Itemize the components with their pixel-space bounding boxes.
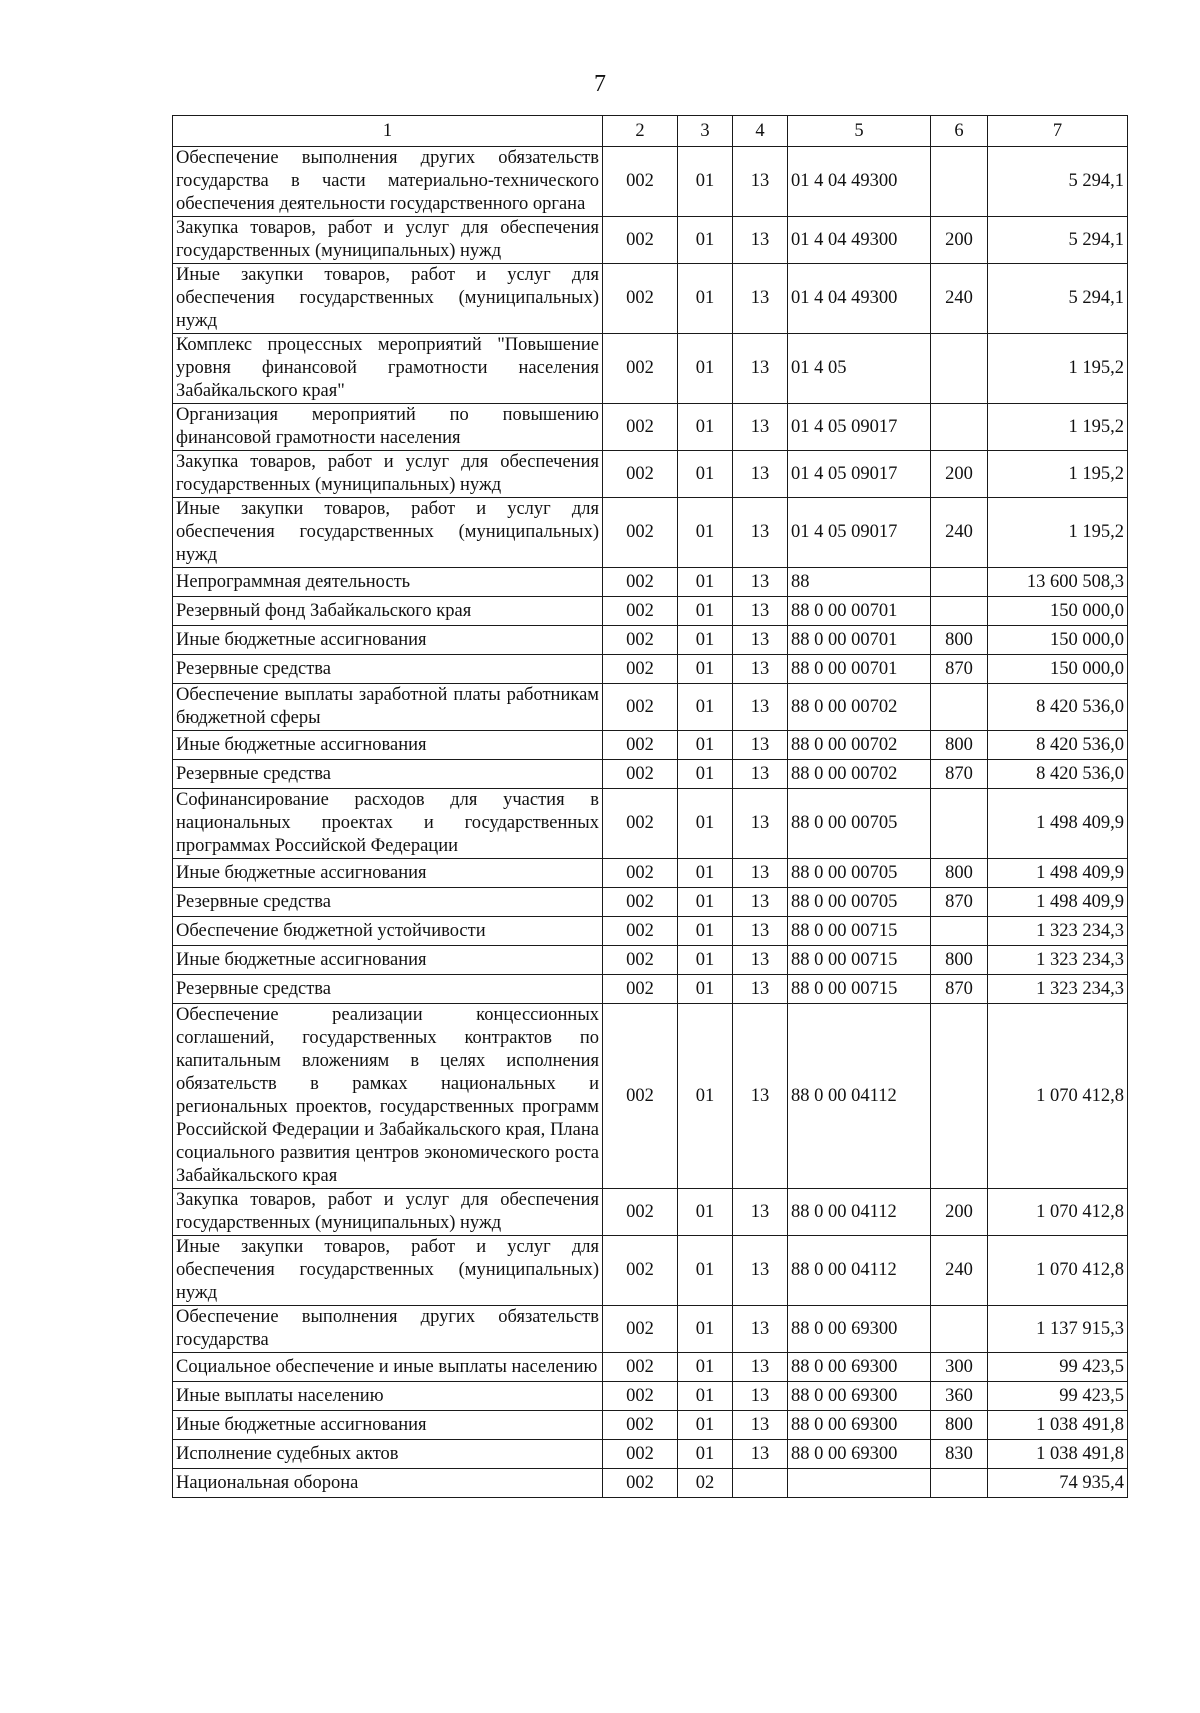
row-target-article: 88 0 00 00715 xyxy=(788,946,931,975)
row-target-article: 88 0 00 00702 xyxy=(788,731,931,760)
row-amount: 1 195,2 xyxy=(988,451,1128,498)
row-amount: 1 498 409,9 xyxy=(988,789,1128,859)
row-ved-code: 002 xyxy=(603,451,678,498)
row-name: Иные закупки товаров, работ и услуг для обеспечения государственных (муниципальных) нужд xyxy=(173,1236,603,1306)
row-section-code: 01 xyxy=(678,760,733,789)
row-expense-type: 300 xyxy=(931,1353,988,1382)
table-row xyxy=(173,917,1128,946)
row-section-code: 01 xyxy=(678,1306,733,1353)
row-target-article: 88 0 00 00715 xyxy=(788,917,931,946)
row-amount: 5 294,1 xyxy=(988,147,1128,217)
row-ved-code: 002 xyxy=(603,917,678,946)
row-subsection-code: 13 xyxy=(733,731,788,760)
row-section-code: 01 xyxy=(678,404,733,451)
row-name: Социальное обеспечение и иные выплаты населению xyxy=(173,1353,603,1382)
row-name: Иные закупки товаров, работ и услуг для обеспечения государственных (муниципальных) нужд xyxy=(173,264,603,334)
row-subsection-code: 13 xyxy=(733,498,788,568)
row-section-code: 01 xyxy=(678,597,733,626)
row-subsection-code: 13 xyxy=(733,684,788,731)
row-subsection-code: 13 xyxy=(733,597,788,626)
row-name: Национальная оборона xyxy=(173,1469,603,1498)
row-target-article: 88 0 00 69300 xyxy=(788,1382,931,1411)
header-col-4: 4 xyxy=(733,116,788,147)
row-target-article xyxy=(788,1469,931,1498)
row-ved-code: 002 xyxy=(603,1411,678,1440)
row-target-article: 01 4 05 09017 xyxy=(788,451,931,498)
row-subsection-code: 13 xyxy=(733,334,788,404)
row-amount: 99 423,5 xyxy=(988,1382,1128,1411)
row-section-code: 01 xyxy=(678,498,733,568)
row-section-code: 01 xyxy=(678,451,733,498)
row-name: Непрограммная деятельность xyxy=(173,568,603,597)
row-expense-type: 870 xyxy=(931,760,988,789)
row-amount: 150 000,0 xyxy=(988,655,1128,684)
table-row xyxy=(173,888,1128,917)
row-name: Обеспечение выплаты заработной платы работникам бюджетной сферы xyxy=(173,684,603,731)
row-name: Обеспечение бюджетной устойчивости xyxy=(173,917,603,946)
row-ved-code: 002 xyxy=(603,147,678,217)
table-row xyxy=(173,975,1128,1004)
table-row xyxy=(173,626,1128,655)
row-subsection-code: 13 xyxy=(733,1306,788,1353)
table-row xyxy=(173,597,1128,626)
table-row xyxy=(173,217,1128,264)
row-section-code: 01 xyxy=(678,1353,733,1382)
row-amount: 8 420 536,0 xyxy=(988,760,1128,789)
row-name: Обеспечение выполнения других обязательств государства xyxy=(173,1306,603,1353)
row-subsection-code: 13 xyxy=(733,626,788,655)
row-section-code: 01 xyxy=(678,1382,733,1411)
table-row xyxy=(173,498,1128,568)
header-col-1: 1 xyxy=(173,116,603,147)
table-row xyxy=(173,1411,1128,1440)
row-section-code: 01 xyxy=(678,1004,733,1189)
row-subsection-code: 13 xyxy=(733,1411,788,1440)
row-ved-code: 002 xyxy=(603,684,678,731)
row-expense-type: 830 xyxy=(931,1440,988,1469)
row-amount: 1 070 412,8 xyxy=(988,1236,1128,1306)
table-row xyxy=(173,1469,1128,1498)
header-col-2: 2 xyxy=(603,116,678,147)
row-amount: 1 195,2 xyxy=(988,334,1128,404)
row-amount: 1 498 409,9 xyxy=(988,859,1128,888)
table-row xyxy=(173,655,1128,684)
row-subsection-code: 13 xyxy=(733,568,788,597)
row-expense-type xyxy=(931,568,988,597)
row-name: Резервные средства xyxy=(173,655,603,684)
row-amount: 1 038 491,8 xyxy=(988,1440,1128,1469)
row-expense-type: 800 xyxy=(931,946,988,975)
table-row xyxy=(173,684,1128,731)
row-section-code: 01 xyxy=(678,147,733,217)
table-row xyxy=(173,568,1128,597)
row-amount: 74 935,4 xyxy=(988,1469,1128,1498)
table-body xyxy=(173,147,1128,1498)
table-row xyxy=(173,1236,1128,1306)
table-row xyxy=(173,1306,1128,1353)
table-row xyxy=(173,1004,1128,1189)
row-target-article: 88 0 00 00701 xyxy=(788,597,931,626)
row-subsection-code: 13 xyxy=(733,1004,788,1189)
row-target-article: 01 4 04 49300 xyxy=(788,147,931,217)
row-section-code: 01 xyxy=(678,626,733,655)
row-section-code: 01 xyxy=(678,946,733,975)
row-section-code: 01 xyxy=(678,1411,733,1440)
row-expense-type xyxy=(931,147,988,217)
row-expense-type: 200 xyxy=(931,217,988,264)
row-name: Закупка товаров, работ и услуг для обеспечения государственных (муниципальных) нужд xyxy=(173,451,603,498)
row-section-code: 01 xyxy=(678,264,733,334)
table-row xyxy=(173,789,1128,859)
row-expense-type: 870 xyxy=(931,975,988,1004)
row-ved-code: 002 xyxy=(603,946,678,975)
row-amount: 1 070 412,8 xyxy=(988,1189,1128,1236)
row-ved-code: 002 xyxy=(603,334,678,404)
row-section-code: 01 xyxy=(678,975,733,1004)
row-target-article: 88 0 00 00705 xyxy=(788,859,931,888)
row-ved-code: 002 xyxy=(603,1469,678,1498)
row-amount: 99 423,5 xyxy=(988,1353,1128,1382)
table-row xyxy=(173,264,1128,334)
row-amount: 13 600 508,3 xyxy=(988,568,1128,597)
row-expense-type xyxy=(931,1004,988,1189)
row-ved-code: 002 xyxy=(603,1236,678,1306)
row-expense-type: 870 xyxy=(931,655,988,684)
row-amount: 1 070 412,8 xyxy=(988,1004,1128,1189)
row-ved-code: 002 xyxy=(603,1004,678,1189)
row-amount: 1 038 491,8 xyxy=(988,1411,1128,1440)
row-ved-code: 002 xyxy=(603,568,678,597)
row-name: Организация мероприятий по повышению финансовой грамотности населения xyxy=(173,404,603,451)
header-row xyxy=(173,116,1128,147)
row-name: Обеспечение реализации концессионных соглашений, государственных контрактов по капитальным вложениям в целях исполнения обязательств в рамках национальных и региональных проектов, государственных программ Российской Федерации и Забайкальского края, Плана социального развития центров экономического роста Забайкальского края xyxy=(173,1004,603,1189)
row-amount: 150 000,0 xyxy=(988,626,1128,655)
row-name: Резервные средства xyxy=(173,760,603,789)
header-col-7: 7 xyxy=(988,116,1128,147)
row-ved-code: 002 xyxy=(603,655,678,684)
row-subsection-code: 13 xyxy=(733,946,788,975)
row-expense-type xyxy=(931,1469,988,1498)
row-ved-code: 002 xyxy=(603,1353,678,1382)
row-expense-type xyxy=(931,789,988,859)
row-ved-code: 002 xyxy=(603,498,678,568)
row-section-code: 02 xyxy=(678,1469,733,1498)
row-section-code: 01 xyxy=(678,859,733,888)
row-name: Исполнение судебных актов xyxy=(173,1440,603,1469)
row-ved-code: 002 xyxy=(603,1189,678,1236)
row-name: Резервный фонд Забайкальского края xyxy=(173,597,603,626)
header-col-6: 6 xyxy=(931,116,988,147)
row-expense-type xyxy=(931,334,988,404)
row-subsection-code: 13 xyxy=(733,1382,788,1411)
budget-table xyxy=(172,115,1128,1498)
row-name: Иные бюджетные ассигнования xyxy=(173,859,603,888)
row-expense-type: 870 xyxy=(931,888,988,917)
row-name: Софинансирование расходов для участия в национальных проектах и государственных программах Российской Федерации xyxy=(173,789,603,859)
row-expense-type xyxy=(931,404,988,451)
row-amount: 150 000,0 xyxy=(988,597,1128,626)
row-ved-code: 002 xyxy=(603,789,678,859)
row-ved-code: 002 xyxy=(603,217,678,264)
row-target-article: 88 0 00 00705 xyxy=(788,789,931,859)
row-name: Иные бюджетные ассигнования xyxy=(173,626,603,655)
row-amount: 5 294,1 xyxy=(988,217,1128,264)
row-section-code: 01 xyxy=(678,731,733,760)
row-name: Иные бюджетные ассигнования xyxy=(173,731,603,760)
table-row xyxy=(173,859,1128,888)
row-amount: 1 323 234,3 xyxy=(988,917,1128,946)
row-section-code: 01 xyxy=(678,1236,733,1306)
row-amount: 1 498 409,9 xyxy=(988,888,1128,917)
row-ved-code: 002 xyxy=(603,264,678,334)
row-subsection-code: 13 xyxy=(733,760,788,789)
table-row xyxy=(173,404,1128,451)
row-ved-code: 002 xyxy=(603,731,678,760)
row-amount: 1 137 915,3 xyxy=(988,1306,1128,1353)
row-expense-type xyxy=(931,917,988,946)
row-subsection-code: 13 xyxy=(733,451,788,498)
table-row xyxy=(173,731,1128,760)
row-section-code: 01 xyxy=(678,217,733,264)
row-subsection-code: 13 xyxy=(733,147,788,217)
row-expense-type: 240 xyxy=(931,1236,988,1306)
row-target-article: 88 0 00 00705 xyxy=(788,888,931,917)
row-expense-type: 800 xyxy=(931,859,988,888)
row-target-article: 88 0 00 00715 xyxy=(788,975,931,1004)
row-expense-type xyxy=(931,597,988,626)
row-target-article: 01 4 04 49300 xyxy=(788,217,931,264)
row-amount: 8 420 536,0 xyxy=(988,684,1128,731)
row-expense-type: 200 xyxy=(931,451,988,498)
table-row xyxy=(173,147,1128,217)
row-expense-type xyxy=(931,684,988,731)
row-section-code: 01 xyxy=(678,334,733,404)
row-ved-code: 002 xyxy=(603,597,678,626)
row-name: Иные закупки товаров, работ и услуг для обеспечения государственных (муниципальных) нужд xyxy=(173,498,603,568)
table-row xyxy=(173,1353,1128,1382)
table-row xyxy=(173,1382,1128,1411)
row-name: Иные выплаты населению xyxy=(173,1382,603,1411)
row-name: Иные бюджетные ассигнования xyxy=(173,946,603,975)
row-subsection-code: 13 xyxy=(733,859,788,888)
row-target-article: 88 0 00 69300 xyxy=(788,1353,931,1382)
row-name: Закупка товаров, работ и услуг для обеспечения государственных (муниципальных) нужд xyxy=(173,1189,603,1236)
row-section-code: 01 xyxy=(678,917,733,946)
row-expense-type: 800 xyxy=(931,731,988,760)
row-ved-code: 002 xyxy=(603,626,678,655)
table-row xyxy=(173,1440,1128,1469)
row-amount: 1 323 234,3 xyxy=(988,946,1128,975)
row-subsection-code: 13 xyxy=(733,1189,788,1236)
row-target-article: 88 0 00 04112 xyxy=(788,1004,931,1189)
row-name: Закупка товаров, работ и услуг для обеспечения государственных (муниципальных) нужд xyxy=(173,217,603,264)
row-ved-code: 002 xyxy=(603,760,678,789)
table-row xyxy=(173,334,1128,404)
row-target-article: 88 0 00 00701 xyxy=(788,655,931,684)
row-target-article: 88 0 00 04112 xyxy=(788,1236,931,1306)
header-col-5: 5 xyxy=(788,116,931,147)
row-target-article: 88 0 00 00702 xyxy=(788,760,931,789)
row-name: Резервные средства xyxy=(173,975,603,1004)
row-name: Комплекс процессных мероприятий "Повышение уровня финансовой грамотности населения Забайкальского края" xyxy=(173,334,603,404)
row-ved-code: 002 xyxy=(603,859,678,888)
row-expense-type: 800 xyxy=(931,626,988,655)
header-col-3: 3 xyxy=(678,116,733,147)
page-number: 7 xyxy=(594,71,606,97)
row-name: Иные бюджетные ассигнования xyxy=(173,1411,603,1440)
row-subsection-code: 13 xyxy=(733,789,788,859)
row-target-article: 88 0 00 00702 xyxy=(788,684,931,731)
row-section-code: 01 xyxy=(678,655,733,684)
row-target-article: 88 xyxy=(788,568,931,597)
row-subsection-code: 13 xyxy=(733,217,788,264)
row-section-code: 01 xyxy=(678,1440,733,1469)
table-row xyxy=(173,760,1128,789)
row-expense-type: 360 xyxy=(931,1382,988,1411)
row-name: Резервные средства xyxy=(173,888,603,917)
row-subsection-code: 13 xyxy=(733,264,788,334)
row-target-article: 01 4 04 49300 xyxy=(788,264,931,334)
row-subsection-code: 13 xyxy=(733,655,788,684)
row-expense-type xyxy=(931,1306,988,1353)
row-target-article: 88 0 00 69300 xyxy=(788,1306,931,1353)
row-subsection-code: 13 xyxy=(733,975,788,1004)
row-target-article: 88 0 00 04112 xyxy=(788,1189,931,1236)
row-section-code: 01 xyxy=(678,888,733,917)
row-ved-code: 002 xyxy=(603,1382,678,1411)
row-ved-code: 002 xyxy=(603,888,678,917)
row-expense-type: 240 xyxy=(931,498,988,568)
row-ved-code: 002 xyxy=(603,1440,678,1469)
row-subsection-code: 13 xyxy=(733,1353,788,1382)
row-section-code: 01 xyxy=(678,1189,733,1236)
row-ved-code: 002 xyxy=(603,1306,678,1353)
row-amount: 5 294,1 xyxy=(988,264,1128,334)
row-subsection-code: 13 xyxy=(733,888,788,917)
row-target-article: 88 0 00 69300 xyxy=(788,1411,931,1440)
row-section-code: 01 xyxy=(678,568,733,597)
row-section-code: 01 xyxy=(678,684,733,731)
row-ved-code: 002 xyxy=(603,404,678,451)
row-target-article: 88 0 00 69300 xyxy=(788,1440,931,1469)
row-subsection-code: 13 xyxy=(733,1236,788,1306)
row-target-article: 01 4 05 09017 xyxy=(788,404,931,451)
row-expense-type: 800 xyxy=(931,1411,988,1440)
table-row xyxy=(173,451,1128,498)
row-subsection-code: 13 xyxy=(733,917,788,946)
row-expense-type: 200 xyxy=(931,1189,988,1236)
row-subsection-code: 13 xyxy=(733,1440,788,1469)
row-name: Обеспечение выполнения других обязательств государства в части материально-технического обеспечения деятельности государственного органа xyxy=(173,147,603,217)
row-section-code: 01 xyxy=(678,789,733,859)
table-row xyxy=(173,1189,1128,1236)
row-subsection-code: 13 xyxy=(733,404,788,451)
row-ved-code: 002 xyxy=(603,975,678,1004)
row-amount: 1 195,2 xyxy=(988,404,1128,451)
row-amount: 1 195,2 xyxy=(988,498,1128,568)
row-amount: 1 323 234,3 xyxy=(988,975,1128,1004)
row-target-article: 01 4 05 09017 xyxy=(788,498,931,568)
row-target-article: 01 4 05 xyxy=(788,334,931,404)
row-expense-type: 240 xyxy=(931,264,988,334)
row-subsection-code xyxy=(733,1469,788,1498)
row-target-article: 88 0 00 00701 xyxy=(788,626,931,655)
table-row xyxy=(173,946,1128,975)
row-amount: 8 420 536,0 xyxy=(988,731,1128,760)
